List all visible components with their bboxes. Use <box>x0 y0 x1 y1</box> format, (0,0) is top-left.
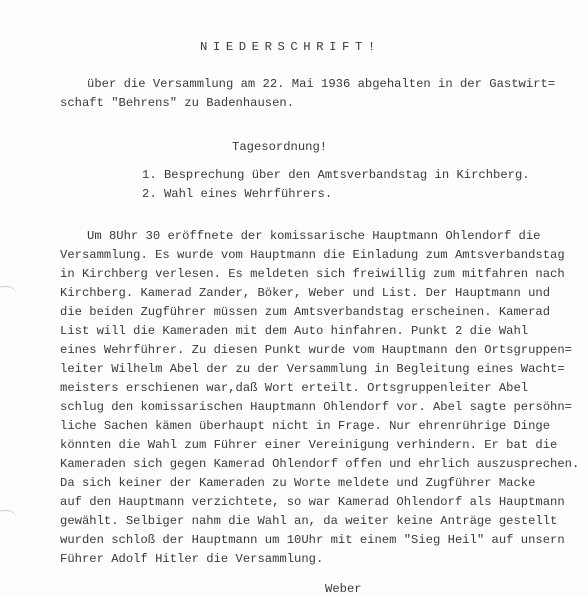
body-line: Versammlung. Es wurde vom Hauptmann die Einladung zum Amtsverbandstag <box>60 248 565 262</box>
agenda-list <box>142 166 530 204</box>
body-line: Da sich keiner der Kameraden zu Worte meldete und Zugführer Macke <box>60 476 536 490</box>
intro-paragraph <box>60 75 580 113</box>
body-line: wurden schloß der Hauptmann um 10Uhr mit einem "Sieg Heil" auf unsern <box>60 533 565 547</box>
body-line: könnten die Wahl zum Führer einer Vereinigung verhindern. Er bat die <box>60 438 558 452</box>
body-line: liche Sachen kämen überhaupt nicht in Frage. Nur ehrenrührige Dinge <box>60 419 551 433</box>
body-line: gewählt. Selbiger nahm die Wahl an, da weiter keine Anträge gestellt <box>60 514 558 528</box>
body-line: Kirchberg. Kamerad Zander, Böker, Weber und List. Der Hauptmann und <box>60 286 551 300</box>
body-line: Führer Adolf Hitler die Versammlung. <box>60 552 324 566</box>
minutes-body <box>60 227 585 569</box>
punch-hole-mark <box>0 286 16 299</box>
intro-line: schaft "Behrens" zu Badenhausen. <box>60 96 295 110</box>
agenda-heading: Tagesordnung! <box>232 140 328 154</box>
intro-line: über die Versammlung am 22. Mai 1936 abgehalten in der Gastwirt= <box>87 77 556 91</box>
body-line: in Kirchberg verlesen. Es meldeten sich freiwillig zum mitfahren nach <box>60 267 565 281</box>
body-line: schlug den komissarischen Hauptmann Ohlendorf vor. Abel sagte persöhn= <box>60 400 572 414</box>
agenda-item: 1. Besprechung über den Amtsverbandstag in Kirchberg. <box>142 168 530 182</box>
signature-name: Weber <box>325 582 362 595</box>
body-line: auf den Hauptmann verzichtete, so war Kamerad Ohlendorf als Hauptmann <box>60 495 565 509</box>
agenda-item: 2. Wahl eines Wehrführers. <box>142 187 333 201</box>
document-title: NIEDERSCHRIFT! <box>200 40 381 54</box>
body-line: Um 8Uhr 30 eröffnete der komissarische Hauptmann Ohlendorf die <box>87 229 541 243</box>
body-line: meisters erschienen war,daß Wort erteilt. Ortsgruppenleiter Abel <box>60 381 529 395</box>
body-line: leiter Wilhelm Abel der zu der Versammlung in Begleitung eines Wacht= <box>60 362 565 376</box>
punch-hole-mark <box>0 510 16 523</box>
body-line: die beiden Zugführer müssen zum Amtsverbandstag erscheinen. Kamerad <box>60 305 551 319</box>
body-line: List will die Kameraden mit dem Auto hinfahren. Punkt 2 die Wahl <box>60 324 529 338</box>
body-line: eines Wehrführer. Zu diesen Punkt wurde vom Hauptmann den Ortsgruppen= <box>60 343 572 357</box>
body-line: Kameraden sich gegen Kamerad Ohlendorf offen und ehrlich auszusprechen. <box>60 457 580 471</box>
